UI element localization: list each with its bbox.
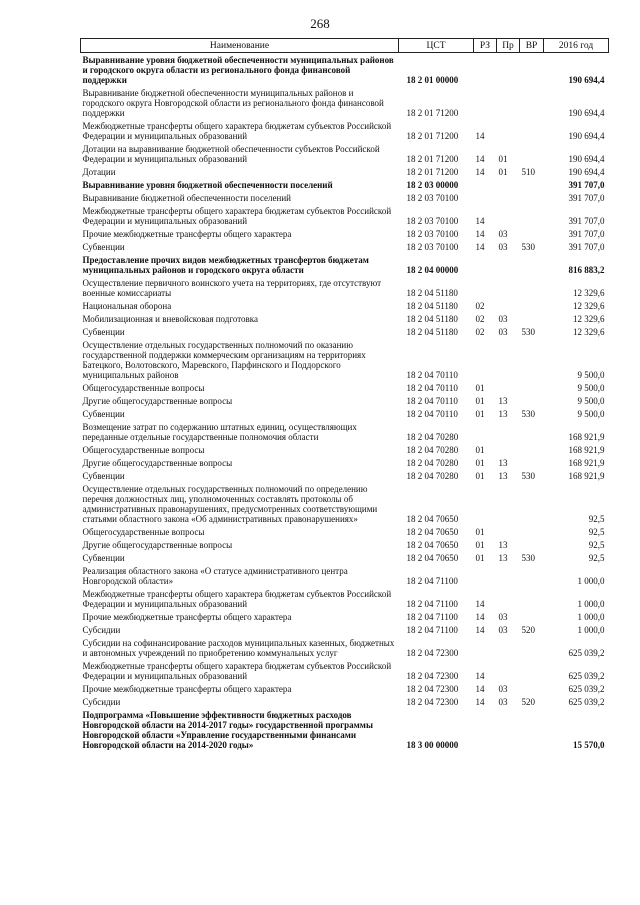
cell-vr xyxy=(520,708,544,751)
cell-pr: 03 xyxy=(498,625,508,635)
cell-rz: 01 xyxy=(475,527,485,537)
cell-name: Межбюджетные трансферты общего характера бюджетам субъектов Российской Федерации и муниципальных образований xyxy=(82,661,392,681)
cell-pr xyxy=(497,299,520,312)
cell-sum: 12 329,6 xyxy=(573,314,605,324)
cell-sum: 816 883,2 xyxy=(568,265,605,275)
table-body xyxy=(81,53,609,752)
cell-pr: 13 xyxy=(498,540,508,550)
column-header-pr: Пр xyxy=(497,39,520,53)
cell-pr xyxy=(497,381,520,394)
cell-name: Субвенции xyxy=(82,409,125,419)
cell-rz: 02 xyxy=(475,314,485,324)
table-row xyxy=(81,381,609,394)
cell-pr xyxy=(497,708,520,751)
cell-pr xyxy=(497,525,520,538)
table-row xyxy=(81,551,609,564)
cell-pr: 03 xyxy=(498,327,508,337)
cell-rz: 14 xyxy=(475,154,485,164)
cell-name: Возмещение затрат по содержанию штатных единиц, осуществляющих переданные отдельные государственные полномочия области xyxy=(82,422,357,442)
cell-name: Выравнивание бюджетной обеспеченности поселений xyxy=(82,193,291,203)
cell-pr xyxy=(497,443,520,456)
table-row xyxy=(81,636,609,659)
cell-sum: 1 000,0 xyxy=(577,576,605,586)
table-row xyxy=(81,682,609,695)
table-header-row xyxy=(81,39,609,53)
cell-sum: 1 000,0 xyxy=(577,612,605,622)
table-row xyxy=(81,538,609,551)
cell-vr xyxy=(520,299,544,312)
column-header-rz: РЗ xyxy=(474,39,497,53)
cell-rz: 14 xyxy=(475,229,485,239)
cell-cst: 18 2 04 72300 xyxy=(406,697,459,707)
cell-sum: 15 570,0 xyxy=(573,740,605,750)
cell-vr: 520 xyxy=(521,625,535,635)
cell-name: Выравнивание уровня бюджетной обеспеченности муниципальных районов и городского округа области из регионального фонда финансовой поддержки xyxy=(82,55,394,85)
cell-cst: 18 2 01 71200 xyxy=(406,108,459,118)
cell-pr: 01 xyxy=(498,167,508,177)
cell-rz: 14 xyxy=(475,671,485,681)
cell-vr xyxy=(520,119,544,142)
cell-name: Межбюджетные трансферты общего характера бюджетам субъектов Российской Федерации и муниципальных образований xyxy=(82,206,392,226)
cell-cst: 18 2 04 70110 xyxy=(406,409,458,419)
cell-pr: 03 xyxy=(498,242,508,252)
table-row xyxy=(81,325,609,338)
cell-vr: 530 xyxy=(521,242,535,252)
cell-name: Субсидии на софинансирование расходов муниципальных казенных, бюджетных и автономных учреждений по приобретению коммунальных услуг xyxy=(82,638,395,658)
cell-pr: 03 xyxy=(498,314,508,324)
cell-cst: 18 2 04 70110 xyxy=(406,370,458,380)
cell-vr xyxy=(520,420,544,443)
cell-cst: 18 2 04 70280 xyxy=(406,432,459,442)
cell-cst: 18 2 01 00000 xyxy=(406,75,459,85)
cell-vr xyxy=(520,587,544,610)
cell-rz xyxy=(474,708,497,751)
table-row xyxy=(81,525,609,538)
cell-rz: 14 xyxy=(475,216,485,226)
cell-vr xyxy=(520,338,544,381)
table-row xyxy=(81,227,609,240)
cell-cst: 18 2 04 70110 xyxy=(406,383,458,393)
cell-cst: 18 2 04 51180 xyxy=(406,314,458,324)
cell-name: Выравнивание уровня бюджетной обеспеченности поселений xyxy=(82,180,333,190)
cell-rz: 01 xyxy=(475,540,485,550)
cell-sum: 92,5 xyxy=(588,514,605,524)
table-row xyxy=(81,86,609,119)
cell-vr: 530 xyxy=(521,327,535,337)
column-header-name: Наименование xyxy=(81,39,399,53)
table-row xyxy=(81,610,609,623)
table-row xyxy=(81,142,609,165)
cell-vr: 530 xyxy=(521,553,535,563)
page-number: 268 xyxy=(310,16,330,31)
cell-sum: 168 921,9 xyxy=(568,432,605,442)
cell-cst: 18 2 04 51180 xyxy=(406,327,458,337)
cell-vr xyxy=(520,525,544,538)
cell-sum: 391 707,0 xyxy=(568,242,605,252)
cell-sum: 9 500,0 xyxy=(577,370,605,380)
cell-pr: 13 xyxy=(498,471,508,481)
table-row xyxy=(81,456,609,469)
cell-rz: 14 xyxy=(475,697,485,707)
cell-name: Осуществление первичного воинского учета на территориях, где отсутствуют военные комиссариаты xyxy=(82,278,382,298)
cell-rz xyxy=(474,420,497,443)
cell-name: Дотации xyxy=(82,167,116,177)
cell-name: Субсидии xyxy=(82,697,121,707)
cell-name: Межбюджетные трансферты общего характера бюджетам субъектов Российской Федерации и муниципальных образований xyxy=(82,121,392,141)
cell-rz xyxy=(474,191,497,204)
cell-vr xyxy=(520,253,544,276)
cell-cst: 18 2 01 71200 xyxy=(406,131,459,141)
cell-cst: 18 2 04 71100 xyxy=(406,625,458,635)
table-row xyxy=(81,659,609,682)
cell-vr xyxy=(520,178,544,191)
cell-rz: 14 xyxy=(475,131,485,141)
cell-sum: 391 707,0 xyxy=(568,216,605,226)
cell-rz: 14 xyxy=(475,167,485,177)
cell-pr xyxy=(497,253,520,276)
cell-vr xyxy=(520,538,544,551)
cell-sum: 168 921,9 xyxy=(568,445,605,455)
cell-rz: 01 xyxy=(475,383,485,393)
table-row xyxy=(81,623,609,636)
cell-name: Дотации на выравнивание бюджетной обеспеченности субъектов Российской Федерации и муниципальных образований xyxy=(82,144,380,164)
cell-pr xyxy=(497,587,520,610)
cell-cst: 18 2 04 72300 xyxy=(406,684,459,694)
cell-rz xyxy=(474,53,497,87)
cell-rz xyxy=(474,253,497,276)
cell-cst: 18 2 04 72300 xyxy=(406,671,459,681)
cell-vr: 520 xyxy=(521,697,535,707)
cell-sum: 92,5 xyxy=(588,553,605,563)
cell-cst: 18 2 03 70100 xyxy=(406,193,459,203)
cell-pr: 03 xyxy=(498,697,508,707)
cell-pr xyxy=(497,204,520,227)
cell-cst: 18 2 04 70650 xyxy=(406,514,459,524)
cell-vr xyxy=(520,227,544,240)
cell-pr: 13 xyxy=(498,553,508,563)
cell-cst: 18 2 04 70280 xyxy=(406,445,459,455)
cell-cst: 18 3 00 00000 xyxy=(406,740,459,750)
cell-vr: 530 xyxy=(521,409,535,419)
cell-rz xyxy=(474,564,497,587)
cell-rz: 14 xyxy=(475,684,485,694)
cell-rz: 14 xyxy=(475,625,485,635)
cell-sum: 12 329,6 xyxy=(573,327,605,337)
table-row xyxy=(81,338,609,381)
cell-name: Общегосударственные вопросы xyxy=(82,527,205,537)
table-row xyxy=(81,191,609,204)
cell-vr xyxy=(520,204,544,227)
cell-vr xyxy=(520,191,544,204)
table-row xyxy=(81,407,609,420)
cell-pr: 03 xyxy=(498,229,508,239)
table-row xyxy=(81,299,609,312)
cell-sum: 168 921,9 xyxy=(568,471,605,481)
cell-vr xyxy=(520,443,544,456)
table-row xyxy=(81,695,609,708)
cell-vr xyxy=(520,659,544,682)
cell-cst: 18 2 04 70650 xyxy=(406,553,459,563)
cell-pr xyxy=(497,482,520,525)
cell-rz xyxy=(474,86,497,119)
cell-name: Субсидии xyxy=(82,625,121,635)
cell-vr xyxy=(520,636,544,659)
cell-name: Мобилизационная и вневойсковая подготовка xyxy=(82,314,259,324)
cell-sum: 92,5 xyxy=(588,540,605,550)
cell-cst: 18 2 03 00000 xyxy=(406,180,459,190)
cell-name: Национальная оборона xyxy=(82,301,172,311)
cell-cst: 18 2 04 72300 xyxy=(406,648,459,658)
cell-rz: 01 xyxy=(475,409,485,419)
cell-pr: 01 xyxy=(498,154,508,164)
cell-pr xyxy=(497,178,520,191)
cell-vr xyxy=(520,381,544,394)
cell-pr xyxy=(497,53,520,87)
cell-pr: 13 xyxy=(498,396,508,406)
table-row xyxy=(81,482,609,525)
cell-name: Общегосударственные вопросы xyxy=(82,383,205,393)
cell-rz: 01 xyxy=(475,445,485,455)
column-header-cst: ЦСТ xyxy=(399,39,474,53)
table-row xyxy=(81,587,609,610)
cell-cst: 18 2 04 70650 xyxy=(406,540,459,550)
cell-sum: 190 694,4 xyxy=(568,167,605,177)
cell-cst: 18 2 04 71100 xyxy=(406,599,458,609)
cell-vr xyxy=(520,312,544,325)
cell-pr xyxy=(497,659,520,682)
cell-cst: 18 2 01 71200 xyxy=(406,154,459,164)
table-row xyxy=(81,420,609,443)
cell-vr: 510 xyxy=(521,167,535,177)
cell-rz xyxy=(474,338,497,381)
cell-pr: 03 xyxy=(498,612,508,622)
table-row xyxy=(81,178,609,191)
cell-vr xyxy=(520,86,544,119)
cell-sum: 1 000,0 xyxy=(577,599,605,609)
cell-name: Предоставление прочих видов межбюджетных трансфертов бюджетам муниципальных районов и городского округа области xyxy=(82,255,369,275)
cell-name: Реализация областного закона «О статусе административного центра Новгородской области» xyxy=(82,566,348,586)
cell-pr xyxy=(497,636,520,659)
cell-rz: 14 xyxy=(475,599,485,609)
cell-name: Субвенции xyxy=(82,327,125,337)
cell-name: Прочие межбюджетные трансферты общего характера xyxy=(82,229,292,239)
table-row xyxy=(81,276,609,299)
cell-sum: 625 039,2 xyxy=(568,684,605,694)
cell-rz xyxy=(474,636,497,659)
cell-pr xyxy=(497,191,520,204)
cell-cst: 18 2 03 70100 xyxy=(406,216,459,226)
cell-sum: 391 707,0 xyxy=(568,180,605,190)
table-row xyxy=(81,469,609,482)
cell-sum: 9 500,0 xyxy=(577,409,605,419)
cell-vr xyxy=(520,53,544,87)
table-row xyxy=(81,119,609,142)
cell-cst: 18 2 03 70100 xyxy=(406,242,459,252)
cell-sum: 9 500,0 xyxy=(577,396,605,406)
cell-cst: 18 2 04 51180 xyxy=(406,288,458,298)
cell-name: Прочие межбюджетные трансферты общего характера xyxy=(82,612,292,622)
cell-cst: 18 2 03 70100 xyxy=(406,229,459,239)
cell-sum: 12 329,6 xyxy=(573,301,605,311)
cell-sum: 190 694,4 xyxy=(568,75,605,85)
cell-rz: 01 xyxy=(475,396,485,406)
cell-vr xyxy=(520,276,544,299)
table-row xyxy=(81,253,609,276)
cell-name: Осуществление отдельных государственных полномочий по оказанию государственной поддержки коммерческим организациям на территориях Батецкого, Волотовского, Маревского, Парфинского и Поддорского муниципальных районов xyxy=(82,340,366,380)
table-row xyxy=(81,443,609,456)
table-row xyxy=(81,394,609,407)
cell-name: Другие общегосударственные вопросы xyxy=(82,540,233,550)
cell-name: Общегосударственные вопросы xyxy=(82,445,205,455)
cell-pr xyxy=(497,564,520,587)
cell-cst: 18 2 04 71100 xyxy=(406,576,458,586)
cell-cst: 18 2 04 51180 xyxy=(406,301,458,311)
cell-rz: 02 xyxy=(475,301,485,311)
cell-pr: 03 xyxy=(498,684,508,694)
cell-sum: 12 329,6 xyxy=(573,288,605,298)
column-header-vr: ВР xyxy=(520,39,544,53)
cell-sum: 9 500,0 xyxy=(577,383,605,393)
table-row xyxy=(81,165,609,178)
cell-sum: 391 707,0 xyxy=(568,229,605,239)
cell-cst: 18 2 04 70280 xyxy=(406,458,459,468)
cell-name: Субвенции xyxy=(82,242,125,252)
cell-cst: 18 2 04 71100 xyxy=(406,612,458,622)
cell-vr xyxy=(520,682,544,695)
cell-sum: 625 039,2 xyxy=(568,697,605,707)
cell-sum: 625 039,2 xyxy=(568,648,605,658)
cell-rz: 01 xyxy=(475,553,485,563)
cell-rz: 01 xyxy=(475,458,485,468)
cell-vr: 530 xyxy=(521,471,535,481)
cell-pr: 13 xyxy=(498,458,508,468)
cell-pr xyxy=(497,276,520,299)
cell-cst: 18 2 04 00000 xyxy=(406,265,459,275)
cell-vr xyxy=(520,482,544,525)
cell-rz: 14 xyxy=(475,242,485,252)
cell-name: Субвенции xyxy=(82,553,125,563)
cell-vr xyxy=(520,394,544,407)
cell-name: Субвенции xyxy=(82,471,125,481)
cell-name: Прочие межбюджетные трансферты общего характера xyxy=(82,684,292,694)
column-header-sum: 2016 год xyxy=(544,39,609,53)
cell-rz: 01 xyxy=(475,471,485,481)
cell-cst: 18 2 04 70280 xyxy=(406,471,459,481)
cell-rz: 02 xyxy=(475,327,485,337)
cell-sum: 625 039,2 xyxy=(568,671,605,681)
cell-cst: 18 2 01 71200 xyxy=(406,167,459,177)
cell-vr xyxy=(520,564,544,587)
cell-name: Выравнивание бюджетной обеспеченности муниципальных районов и городского округа Новгородской области из регионального фонда финансовой поддержки xyxy=(82,88,384,118)
cell-vr xyxy=(520,142,544,165)
cell-rz xyxy=(474,178,497,191)
table-row xyxy=(81,312,609,325)
cell-sum: 391 707,0 xyxy=(568,193,605,203)
table-row xyxy=(81,240,609,253)
cell-name: Подпрограмма «Повышение эффективности бюджетных расходов Новгородской области на 2014-2017 годы» государственной программы Новгородской области «Управление государственными финансами Новгородской области на 2014-2020 годы» xyxy=(82,710,373,750)
cell-vr xyxy=(520,610,544,623)
table-row xyxy=(81,564,609,587)
cell-cst: 18 2 04 70110 xyxy=(406,396,458,406)
cell-sum: 168 921,9 xyxy=(568,458,605,468)
cell-rz: 14 xyxy=(475,612,485,622)
budget-table xyxy=(80,38,609,751)
cell-vr xyxy=(520,456,544,469)
cell-sum: 1 000,0 xyxy=(577,625,605,635)
cell-name: Другие общегосударственные вопросы xyxy=(82,396,233,406)
cell-pr: 13 xyxy=(498,409,508,419)
table-row xyxy=(81,708,609,751)
cell-rz xyxy=(474,482,497,525)
table-row xyxy=(81,204,609,227)
cell-name: Межбюджетные трансферты общего характера бюджетам субъектов Российской Федерации и муниципальных образований xyxy=(82,589,392,609)
cell-sum: 190 694,4 xyxy=(568,154,605,164)
cell-rz xyxy=(474,276,497,299)
cell-name: Осуществление отдельных государственных полномочий по определению перечня должностных лиц, уполномоченных составлять протоколы об административных правонарушениях, предусмотренных соответствующими статьями областного закона «Об административных правонарушениях» xyxy=(82,484,378,524)
cell-pr xyxy=(497,338,520,381)
cell-pr xyxy=(497,119,520,142)
cell-pr xyxy=(497,86,520,119)
cell-pr xyxy=(497,420,520,443)
cell-cst: 18 2 04 70650 xyxy=(406,527,459,537)
table-row xyxy=(81,53,609,87)
cell-sum: 92,5 xyxy=(588,527,605,537)
cell-name: Другие общегосударственные вопросы xyxy=(82,458,233,468)
cell-sum: 190 694,4 xyxy=(568,108,605,118)
cell-sum: 190 694,4 xyxy=(568,131,605,141)
